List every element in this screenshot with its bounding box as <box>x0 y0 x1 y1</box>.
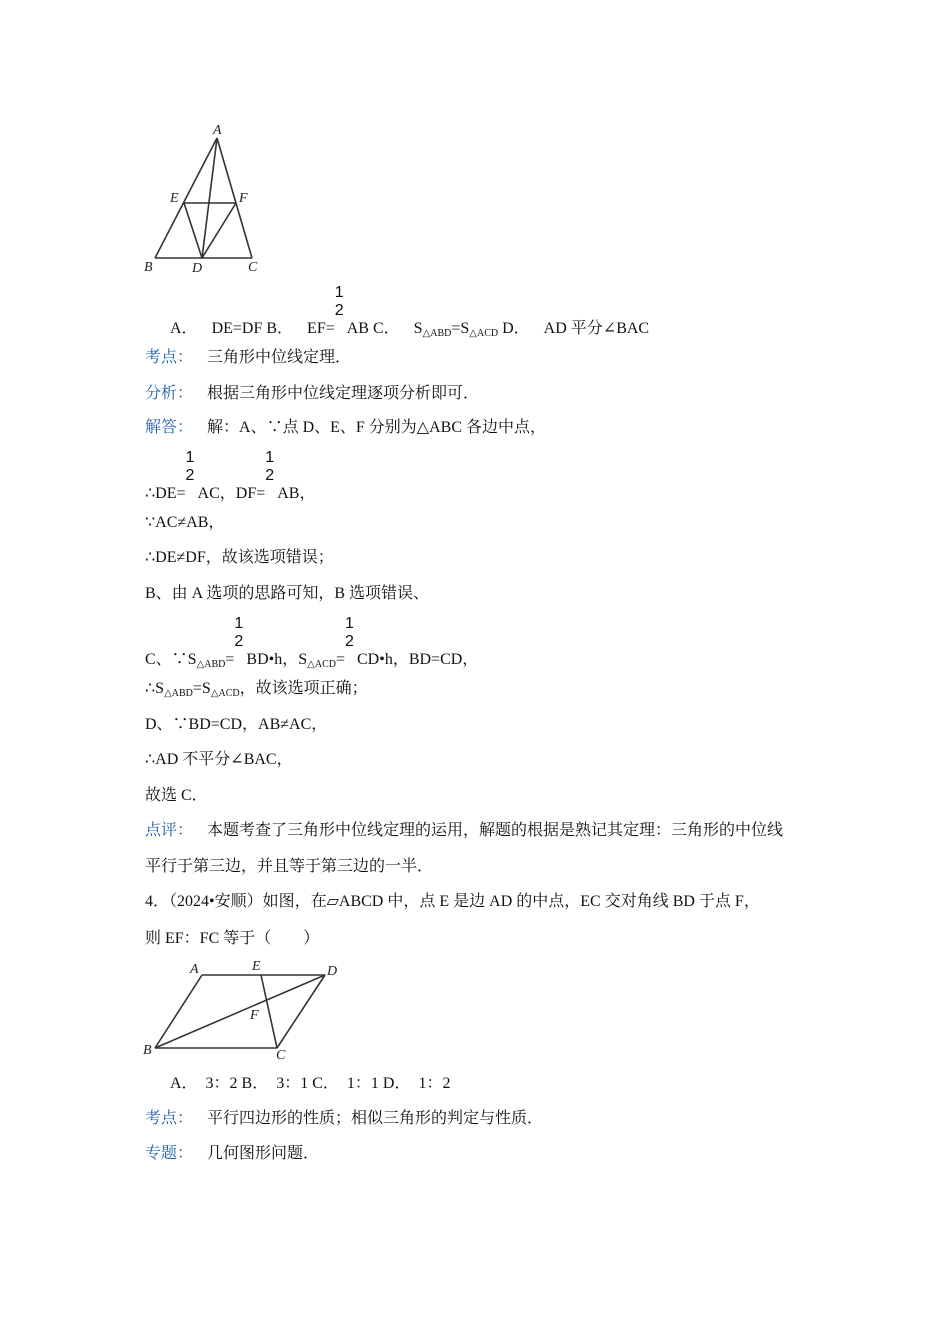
label-C: C <box>276 1048 286 1063</box>
q3-line2: ∵AC≠AB， <box>145 514 225 531</box>
label-E: E <box>170 191 179 206</box>
label-B: B <box>144 260 153 275</box>
q3-line4: B、由 A 选项的思路可知，B 选项错误、 <box>145 585 430 602</box>
q3-line1: ∴DE= 1 2 AC，DF= 1 2 AB， <box>145 449 316 502</box>
q3-kaodian: 考点： 三角形中位线定理． <box>145 349 352 366</box>
q3-dianping: 点评： 本题考查了三角形中位线定理的运用，解题的根据是熟记其定理：三角形的中位线 <box>145 822 784 839</box>
label-F: F <box>250 1008 259 1023</box>
label-F: F <box>239 191 248 206</box>
fraction-half: 1 2 <box>334 284 344 319</box>
q3-line7: D、∵BD=CD，AB≠AC， <box>145 716 328 733</box>
q3-dianping-cont: 平行于第三边，并且等于第三边的一半． <box>145 858 434 875</box>
label-B: B <box>143 1043 152 1058</box>
q3-options: A． DE=DF B． EF= 1 2 AB C． $S_{\triangle ABD}=S_{\triangle ACD}$ D． AD 平分∠BAC <box>170 284 650 339</box>
q3-line3: ∴DE≠DF，故该选项错误； <box>145 549 334 566</box>
q3-line5: C、$\because S_{\triangle ABD}=$ 1 2 BD•h，$S_{\triangle ACD}=$ 1 2 CD•h，BD=CD， <box>145 615 479 670</box>
triangle-figure <box>140 118 270 278</box>
q4-stem: 4．（2024•安顺）如图，在▱ABCD 中，点 E 是边 AD 的中点，EC 交对角线 BD 于点 F， <box>145 893 760 910</box>
label-E: E <box>252 959 261 974</box>
label-A: A <box>190 962 199 977</box>
q3-line6: $\therefore S_{\triangle ABD}=S_{\triangle ACD}$，故该选项正确； <box>145 680 368 699</box>
label-D: D <box>327 964 338 979</box>
q4-stem-cont: 则 EF：FC 等于（ ） <box>145 930 320 947</box>
label-D: D <box>192 261 203 276</box>
q3-line8: ∴AD 不平分∠BAC， <box>145 751 293 768</box>
q3-line9: 故选 C． <box>145 787 208 804</box>
label-C: C <box>248 260 258 275</box>
q4-zhuanti: 专题： 几何图形问题． <box>145 1145 320 1162</box>
q3-fenxi: 分析： 根据三角形中位线定理逐项分析即可． <box>145 385 480 402</box>
label-A: A <box>213 123 222 138</box>
q4-kaodian: 考点： 平行四边形的性质；相似三角形的判定与性质． <box>145 1110 544 1127</box>
q3-jieda: 解答： 解：A、∵点 D、E、F 分别为△ABC 各边中点， <box>145 419 547 436</box>
q4-options: A． 3：2 B． 3：1 C． 1：1 D． 1：2 <box>170 1075 451 1092</box>
parallelogram-figure <box>140 955 350 1065</box>
